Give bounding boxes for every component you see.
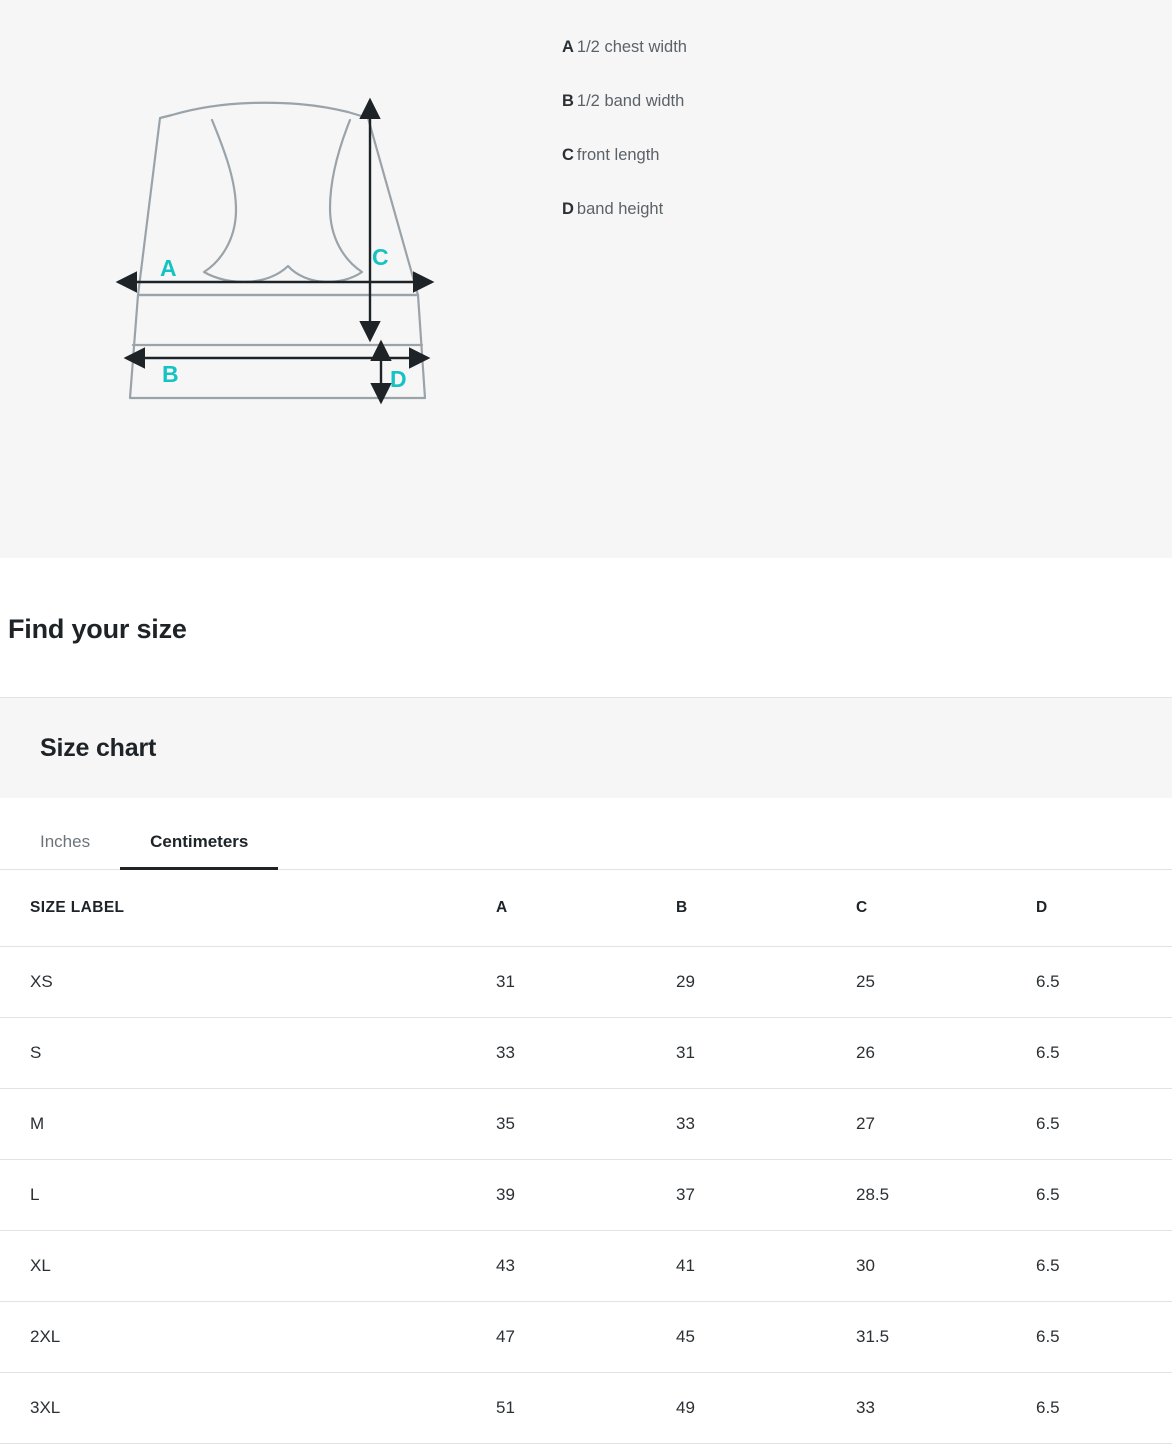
cell-d: 6.5 (1036, 1372, 1172, 1443)
cell-b: 31 (676, 1017, 856, 1088)
cell-c: 31.5 (856, 1301, 1036, 1372)
cell-size: M (0, 1088, 496, 1159)
cell-size: 3XL (0, 1372, 496, 1443)
cell-d: 6.5 (1036, 1159, 1172, 1230)
cell-b: 37 (676, 1159, 856, 1230)
table-row (0, 1088, 1172, 1159)
sports-bra-diagram (100, 90, 480, 450)
legend-letter-c: C (562, 146, 574, 165)
legend-item-c (562, 144, 982, 167)
col-header-c: C (856, 870, 1036, 946)
cell-b: 29 (676, 946, 856, 1017)
cell-size: XS (0, 946, 496, 1017)
legend-letter-a: A (562, 38, 574, 56)
diagram-marker-b: B (162, 361, 179, 387)
col-header-d: D (1036, 870, 1172, 946)
legend-item-d (562, 198, 982, 221)
col-header-size-label: SIZE LABEL (0, 870, 496, 946)
cell-size: S (0, 1017, 496, 1088)
cell-c: 33 (856, 1372, 1036, 1443)
legend-item-a (562, 36, 982, 59)
legend-text-a: 1/2 chest width (576, 38, 687, 56)
cell-d: 6.5 (1036, 1230, 1172, 1301)
table-row (0, 946, 1172, 1017)
table-row (0, 1230, 1172, 1301)
cell-a: 33 (496, 1017, 676, 1088)
col-header-a: A (496, 870, 676, 946)
cell-a: 47 (496, 1301, 676, 1372)
tab-centimeters[interactable]: Centimeters (120, 832, 278, 869)
cell-c: 25 (856, 946, 1036, 1017)
cell-c: 28.5 (856, 1159, 1036, 1230)
cell-b: 33 (676, 1088, 856, 1159)
size-chart-header (0, 698, 1172, 798)
cell-b: 49 (676, 1372, 856, 1443)
cell-d: 6.5 (1036, 946, 1172, 1017)
size-chart-card (0, 697, 1172, 1444)
table-row (0, 1372, 1172, 1443)
cell-c: 30 (856, 1230, 1036, 1301)
legend-letter-b: B (562, 92, 574, 111)
table-row (0, 1301, 1172, 1372)
cell-size: 2XL (0, 1301, 496, 1372)
cell-b: 41 (676, 1230, 856, 1301)
cell-c: 27 (856, 1088, 1036, 1159)
cell-size: L (0, 1159, 496, 1230)
unit-tabs (0, 798, 1172, 870)
cell-c: 26 (856, 1017, 1036, 1088)
size-chart-table (0, 870, 1172, 1444)
cell-size: XL (0, 1230, 496, 1301)
diagram-marker-d: D (390, 366, 407, 392)
cell-a: 43 (496, 1230, 676, 1301)
col-header-b: B (676, 870, 856, 946)
cell-a: 35 (496, 1088, 676, 1159)
table-row (0, 1017, 1172, 1088)
legend-text-c: front length (576, 146, 660, 165)
legend-text-b: 1/2 band width (576, 92, 685, 111)
cell-b: 45 (676, 1301, 856, 1372)
measurement-legend (562, 36, 982, 252)
diagram-marker-a: A (160, 255, 177, 281)
cell-d: 6.5 (1036, 1017, 1172, 1088)
diagram-panel (0, 0, 1172, 558)
cell-d: 6.5 (1036, 1301, 1172, 1372)
page-title: Find your size (8, 614, 187, 644)
cell-a: 31 (496, 946, 676, 1017)
legend-text-d: band height (576, 200, 664, 219)
table-row (0, 1159, 1172, 1230)
cell-d: 6.5 (1036, 1088, 1172, 1159)
size-chart-title: Size chart (40, 733, 157, 762)
tab-inches[interactable]: Inches (10, 832, 120, 869)
table-header-row (0, 870, 1172, 946)
cell-a: 39 (496, 1159, 676, 1230)
cell-a: 51 (496, 1372, 676, 1443)
diagram-marker-c: C (372, 244, 389, 270)
legend-item-b (562, 90, 982, 113)
legend-letter-d: D (562, 200, 574, 219)
